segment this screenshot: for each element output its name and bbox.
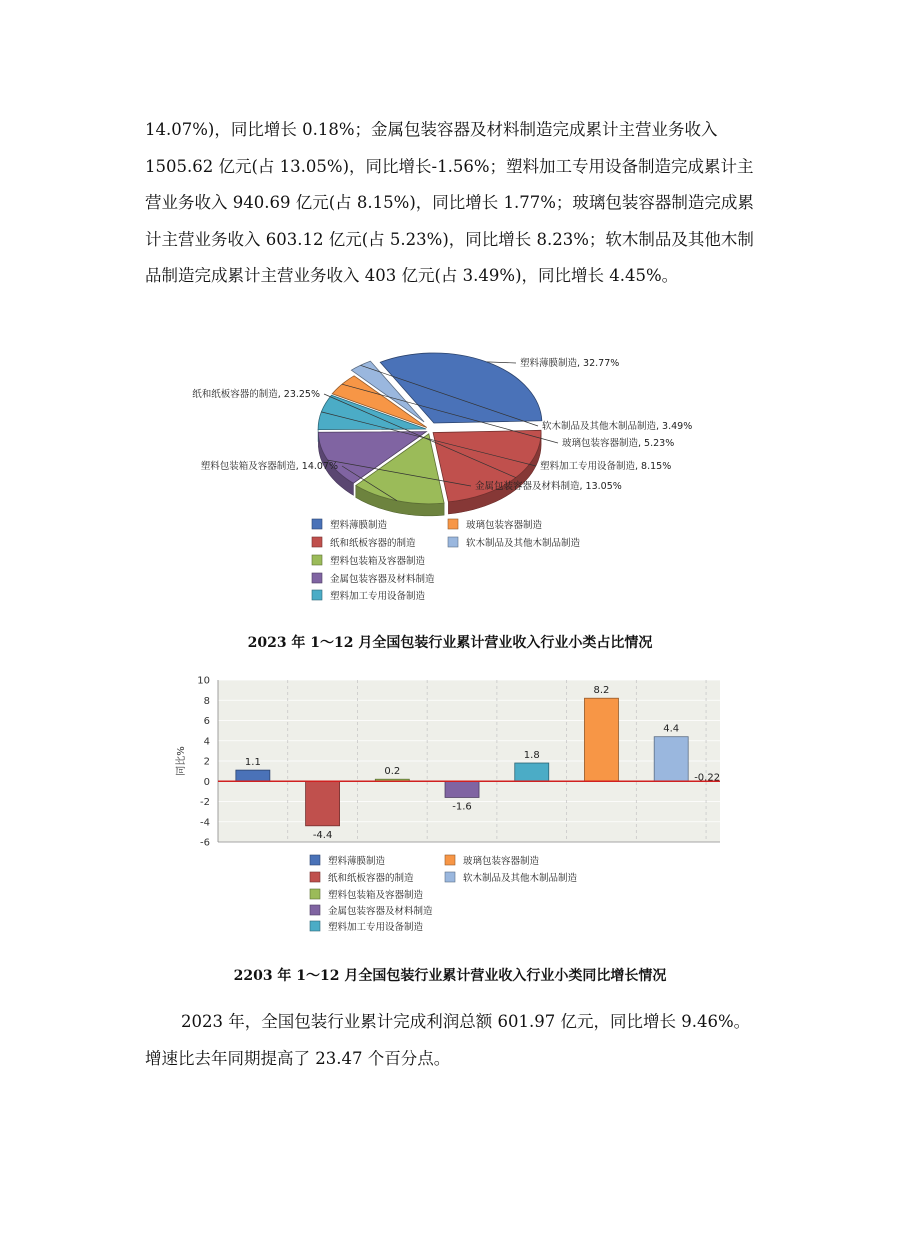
bottom-paragraph <box>145 1004 765 1077</box>
bar-data-label: 4.4 <box>663 723 680 735</box>
paragraph-line: 增速比去年同期提高了 23.47 个百分点。 <box>145 1048 451 1068</box>
pie-chart <box>170 340 750 610</box>
y-tick-label: 8 <box>203 695 210 707</box>
paragraph-line: 计主营业务收入 603.12 亿元(占 5.23%)，同比增长 8.23%；软木制品及其他木制 <box>145 229 754 249</box>
y-tick-label: 0 <box>203 776 210 788</box>
y-tick-label: 6 <box>203 716 210 727</box>
legend-swatch <box>312 519 322 529</box>
pie-slice-label: 塑料加工专用设备制造, 8.15% <box>540 461 672 472</box>
pie-slice-label: 软木制品及其他木制品制造, 3.49% <box>542 421 693 432</box>
legend-swatch <box>445 855 455 865</box>
bar-data-label: -1.6 <box>452 801 472 813</box>
paragraph-line: 1505.62 亿元(占 13.05%)，同比增长-1.56%；塑料加工专用设备制造完成累计主 <box>145 156 754 176</box>
bar <box>306 781 340 826</box>
legend-label: 软木制品及其他木制品制造 <box>466 538 581 549</box>
y-tick-label: -6 <box>200 837 210 849</box>
legend-label: 金属包装容器及材料制造 <box>328 906 433 917</box>
legend-swatch <box>448 537 458 547</box>
legend-label: 玻璃包装容器制造 <box>466 520 543 531</box>
legend-label: 金属包装容器及材料制造 <box>330 574 435 585</box>
bar <box>515 763 549 781</box>
y-tick-label: 4 <box>203 736 210 748</box>
legend-swatch <box>310 889 320 899</box>
pie-slice-label: 玻璃包装容器制造, 5.23% <box>562 438 675 449</box>
legend-label: 纸和纸板容器的制造 <box>330 538 416 549</box>
y-tick-label: -2 <box>200 797 210 808</box>
pie-slice-label: 塑料包装箱及容器制造, 14.07% <box>200 461 338 472</box>
bar-chart <box>170 672 730 947</box>
legend-label: 塑料包装箱及容器制造 <box>330 556 426 567</box>
legend-label: 塑料加工专用设备制造 <box>330 591 426 602</box>
legend-swatch <box>310 872 320 882</box>
legend-swatch <box>445 872 455 882</box>
bar-data-label: -0.22 <box>694 772 721 784</box>
bar <box>654 737 688 782</box>
bar-data-label: 1.1 <box>244 757 261 769</box>
y-axis-label: 同比% <box>176 746 187 776</box>
top-paragraph <box>145 112 765 295</box>
paragraph-line: 营业务收入 940.69 亿元(占 8.15%)，同比增长 1.77%；玻璃包装容器制造完成累 <box>145 193 754 212</box>
legend-label: 软木制品及其他木制品制造 <box>463 873 578 884</box>
legend-label: 塑料薄膜制造 <box>328 856 386 867</box>
legend-swatch <box>310 905 320 915</box>
bar-data-label: 1.8 <box>523 750 540 762</box>
legend-swatch <box>310 921 320 931</box>
y-tick-label: 2 <box>203 756 210 768</box>
pie-chart-caption: 2023 年 1～12 月全国包装行业累计营业收入行业小类占比情况 <box>247 635 653 651</box>
legend-label: 塑料薄膜制造 <box>330 520 388 531</box>
pie-slice-label: 金属包装容器及材料制造, 13.05% <box>475 481 622 492</box>
paragraph-line: 2023 年，全国包装行业累计完成利润总额 601.97 亿元，同比增长 9.46%。 <box>181 1012 751 1031</box>
legend-label: 玻璃包装容器制造 <box>463 856 540 867</box>
y-tick-label: -4 <box>200 817 210 829</box>
bar <box>584 698 618 781</box>
legend-swatch <box>312 537 322 547</box>
pie-slice-label: 纸和纸板容器的制造, 23.25% <box>192 389 320 400</box>
legend-label: 塑料包装箱及容器制造 <box>328 890 424 901</box>
pie-leader-line <box>487 362 516 363</box>
paragraph-line: 14.07%)，同比增长 0.18%；金属包装容器及材料制造完成累计主营业务收入 <box>145 120 718 139</box>
legend-swatch <box>312 555 322 565</box>
paragraph-line: 品制造完成累计主营业务收入 403 亿元(占 3.49%)，同比增长 4.45%。 <box>145 266 679 285</box>
bar <box>236 770 270 781</box>
legend-label: 纸和纸板容器的制造 <box>328 873 414 884</box>
bar <box>445 781 479 797</box>
pie-slice-label: 塑料薄膜制造, 32.77% <box>520 358 620 369</box>
y-tick-label: 10 <box>197 675 210 687</box>
bar-data-label: 8.2 <box>593 685 610 697</box>
legend-swatch <box>312 573 322 583</box>
legend-swatch <box>448 519 458 529</box>
bar-data-label: -4.4 <box>312 829 333 841</box>
bar-data-label: 0.2 <box>384 766 401 778</box>
legend-swatch <box>310 855 320 865</box>
bar-chart-caption: 2203 年 1～12 月全国包装行业累计营业收入行业小类同比增长情况 <box>233 968 667 984</box>
legend-label: 塑料加工专用设备制造 <box>328 922 424 933</box>
legend-swatch <box>312 590 322 600</box>
